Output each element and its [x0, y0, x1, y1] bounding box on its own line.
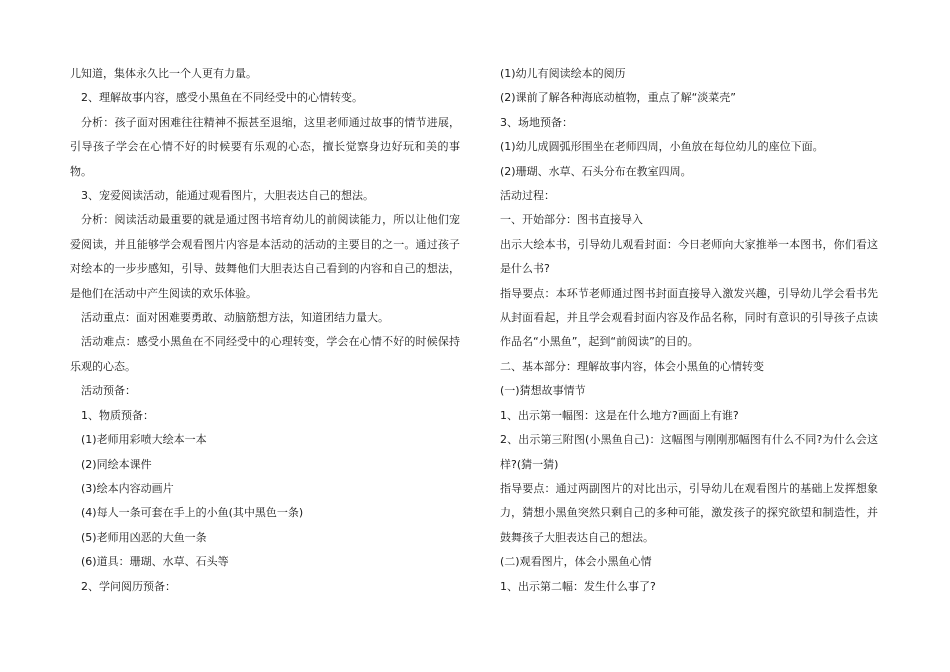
paragraph: (6)道具：珊瑚、水草、石头等 — [81, 555, 229, 569]
paragraph: (1)幼儿成圆弧形围坐在老师四周，小鱼放在每位幼儿的座位下面。 — [500, 140, 824, 154]
paragraph: (2)课前了解各种海底动植物，重点了解“淡菜壳” — [500, 91, 736, 105]
paragraph: (2)同绘本课件 — [81, 457, 152, 471]
paragraph: 出示大绘本书，引导幼儿观看封面：今日老师向大家推举一本图书，你们看这是什么书? — [500, 237, 878, 276]
paragraph: (3)绘本内容动画片 — [81, 481, 174, 495]
paragraph: 指导要点：本环节老师通过图书封面直接导入激发兴趣，引导幼儿学会看书先从封面看起，并且学会观看封面内容及作品名称，同时有意识的引导孩子点读作品名“小黑鱼”，起到“前阅读”的目的。 — [500, 286, 878, 349]
paragraph: 分析：阅读活动最重要的就是通过图书培育幼儿的前阅读能力，所以让他们宠爱阅读，并且能够学会观看图片内容是本活动的活动的主要目的之一。通过孩子对绘本的一步步感知，引导、鼓舞他们大胆表达自己看到的内容和自己的想法，是他们在活动中产生阅读的欢乐体验。 — [70, 213, 460, 300]
right-column — [500, 62, 878, 599]
paragraph: 3、场地预备： — [500, 115, 573, 129]
paragraph: 2、理解故事内容，感受小黑鱼在不同经受中的心情转变。 — [81, 91, 363, 105]
paragraph: (4)每人一条可套在手上的小鱼(其中黑色一条) — [81, 506, 304, 520]
paragraph: 一、开始部分：图书直接导入 — [500, 213, 643, 227]
paragraph: 分析：孩子面对困难往往精神不振甚至退缩，这里老师通过故事的情节进展，引导孩子学会在心情不好的时候要有乐观的心态，擅长觉察身边好玩和美的事物。 — [70, 115, 460, 178]
paragraph: (二)观看图片，体会小黑鱼心情 — [500, 555, 652, 569]
paragraph: 1、出示第二幅：发生什么事了? — [500, 579, 656, 593]
paragraph: 儿知道，集体永久比一个人更有力量。 — [70, 67, 257, 80]
paragraph: 二、基本部分：理解故事内容，体会小黑鱼的心情转变 — [500, 359, 764, 373]
paragraph: 3、宠爱阅读活动，能通过观看图片，大胆表达自己的想法。 — [81, 189, 374, 203]
paragraph: 活动难点：感受小黑鱼在不同经受中的心理转变，学会在心情不好的时候保持乐观的心态。 — [70, 335, 460, 373]
paragraph: 2、出示第三附图(小黑鱼自己)：这幅图与刚刚那幅图有什么不同?为什么会这样?(猜一猜) — [500, 433, 878, 471]
paragraph: (一)猜想故事情节 — [500, 384, 586, 398]
paragraph: 活动过程： — [500, 189, 555, 203]
paragraph: (1)老师用彩喷大绘本一本 — [81, 433, 207, 447]
paragraph: 2、学问阅历预备： — [81, 579, 176, 593]
paragraph: 指导要点：通过两副图片的对比出示，引导幼儿在观看图片的基础上发挥想象力，猜想小黑鱼突然只剩自己的多种可能，激发孩子的探究欲望和制造性，并鼓舞孩子大胆表达自己的想法。 — [500, 481, 878, 544]
paragraph: (5)老师用凶恶的大鱼一条 — [81, 530, 207, 544]
paragraph: 1、出示第一幅图：这是在什么地方?画面上有谁? — [500, 408, 739, 422]
left-column — [70, 62, 460, 599]
paragraph: 活动重点：面对困难要勇敢、动脑筋想方法，知道团结力量大。 — [81, 311, 389, 325]
paragraph: 活动预备： — [81, 384, 136, 398]
paragraph: 1、物质预备： — [81, 408, 154, 422]
paragraph: (1)幼儿有阅读绘本的阅历 — [500, 67, 626, 80]
paragraph: (2)珊瑚、水草、石头分布在教室四周。 — [500, 164, 692, 178]
